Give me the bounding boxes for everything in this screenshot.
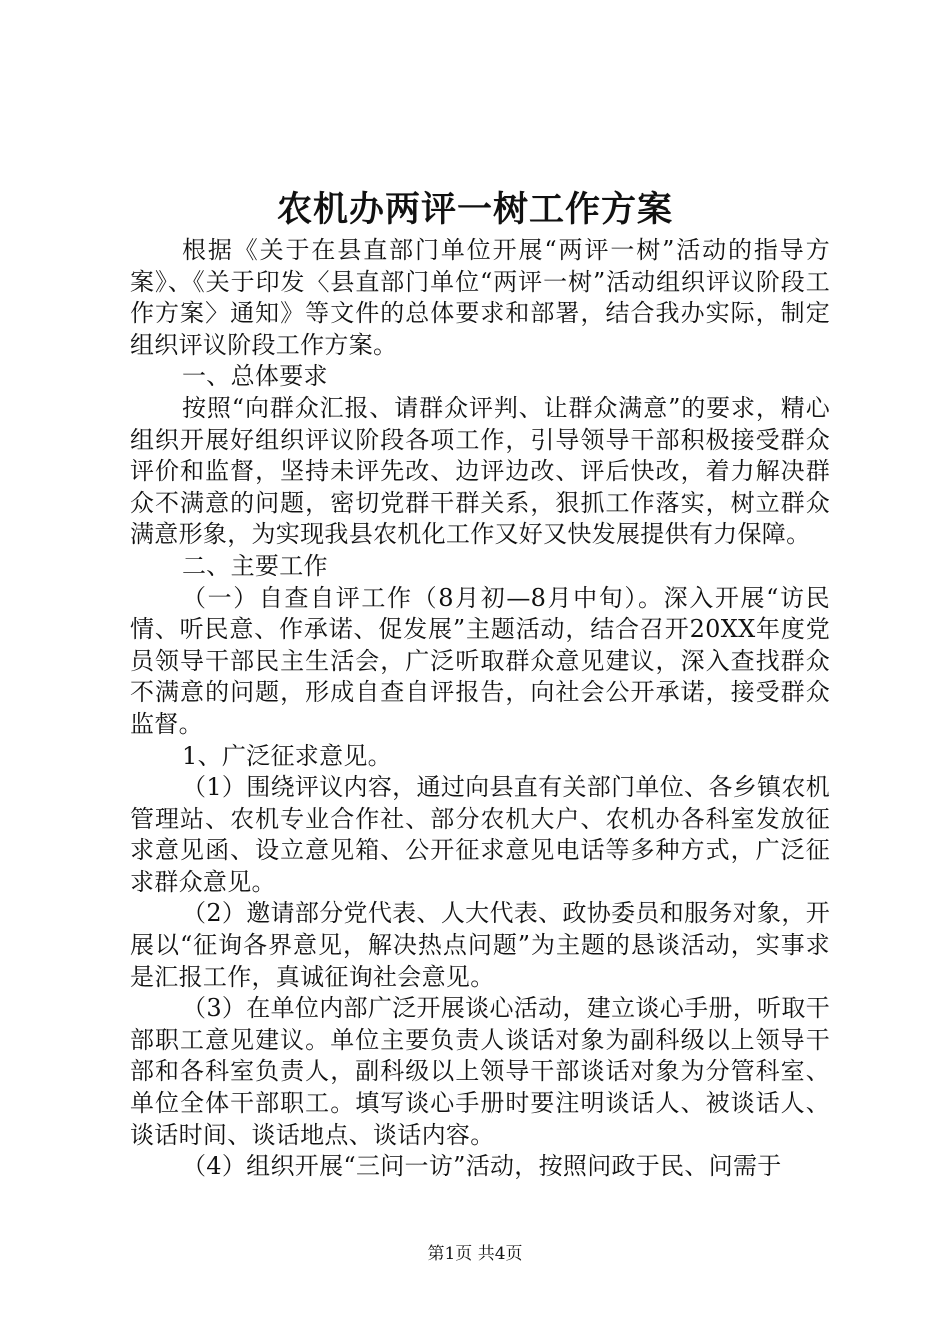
- paragraph-intro: 根据《关于在县直部门单位开展“两评一树”活动的指导方案》、《关于印发〈县直部门单位“两评一树”活动组织评议阶段工作方案〉通知》等文件的总体要求和部署，结合我办实际，制定组织评议阶段工作方案。: [130, 236, 830, 359]
- paragraph-item-4: （4）组织开展“三问一访”活动，按照问政于民、问需于: [182, 1152, 782, 1181]
- document-title: 农机办两评一树工作方案: [276, 189, 673, 230]
- subheading-solicit-opinions: 1、广泛征求意见。: [182, 741, 392, 770]
- page-number-footer: 第1页 共4页: [427, 1244, 523, 1264]
- paragraph-item-3: （3）在单位内部广泛开展谈心活动，建立谈心手册，听取干部职工意见建议。单位主要负责人谈话对象为副科级以上领导干部和各科室负责人，副科级以上领导干部谈话对象为分管科室、单位全体干部职工。填写谈心手册时要注明谈话人、被谈话人、谈话时间、谈话地点、谈话内容。: [130, 994, 830, 1149]
- section-heading-main-work: 二、主要工作: [182, 551, 328, 580]
- section-heading-general-requirements: 一、总体要求: [182, 362, 328, 391]
- paragraph-general-requirements: 按照“向群众汇报、请群众评判、让群众满意”的要求，精心组织开展好组织评议阶段各项工作，引导领导干部积极接受群众评价和监督，坚持未评先改、边评边改、评后快改，着力解决群众不满意的问题，密切党群干群关系，狠抓工作落实，树立群众满意形象，为实现我县农机化工作又好又快发展提供有力保障。: [130, 393, 830, 549]
- paragraph-item-2: （2）邀请部分党代表、人大代表、政协委员和服务对象，开展以“征询各界意见，解决热点问题”为主题的恳谈活动，实事求是汇报工作，真诚征询社会意见。: [130, 899, 830, 991]
- document-body: [130, 235, 830, 1183]
- paragraph-item-1: （1）围绕评议内容，通过向县直有关部门单位、各乡镇农机管理站、农机专业合作社、部分农机大户、农机办各科室发放征求意见函、设立意见箱、公开征求意见电话等多种方式，广泛征求群众意见。: [130, 773, 830, 896]
- paragraph-self-check: （一）自查自评工作（8月初—8月中旬）。深入开展“访民情、听民意、作承诺、促发展”主题活动，结合召开20XX年度党员领导干部民主生活会，广泛听取群众意见建议，深入查找群众不满意的问题，形成自查自评报告，向社会公开承诺，接受群众监督。: [130, 583, 830, 738]
